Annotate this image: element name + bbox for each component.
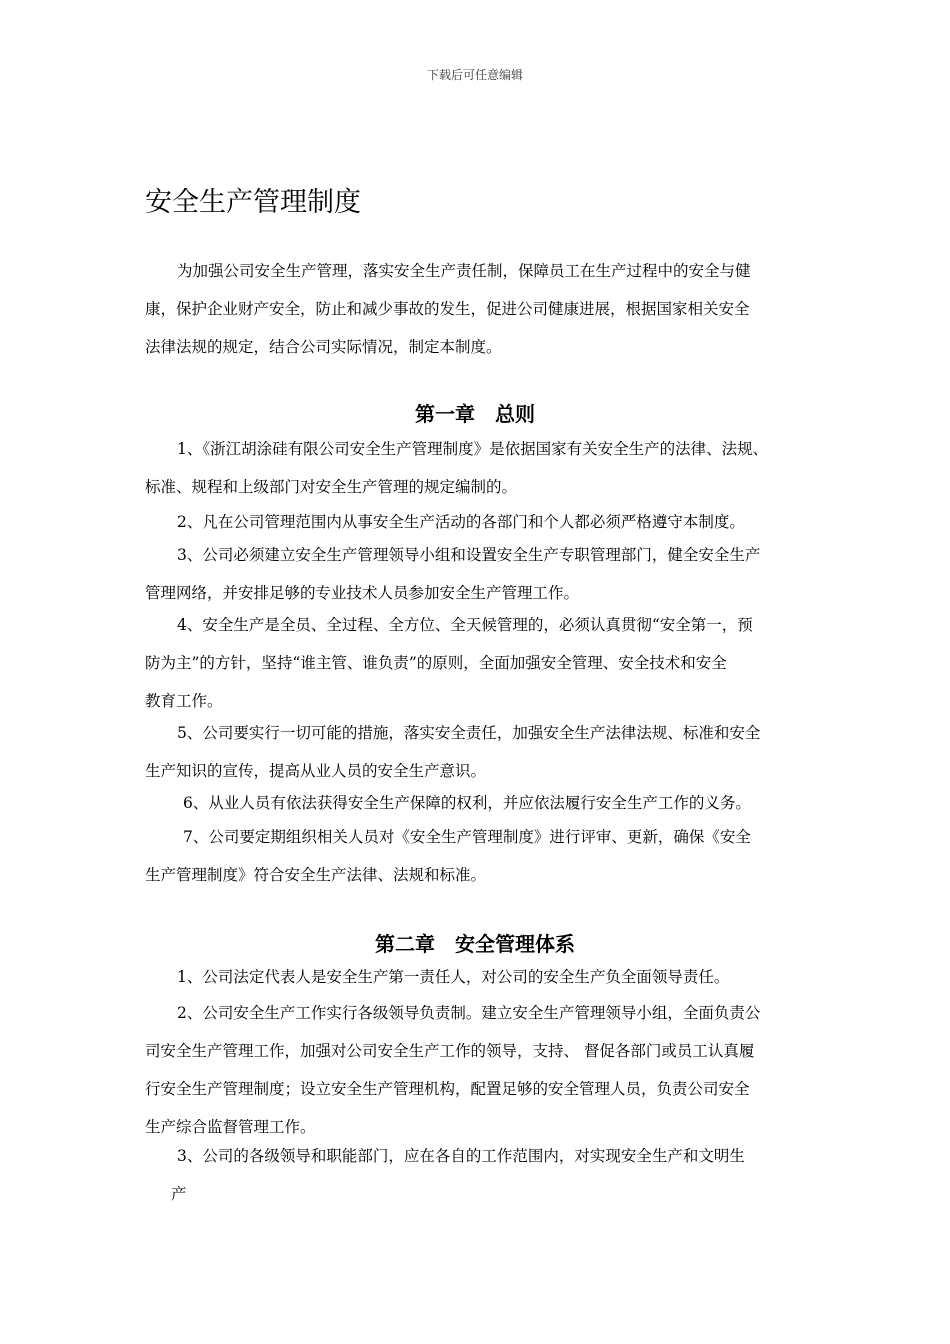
item-line: 标准、规程和上级部门对安全生产管理的规定编制的。 xyxy=(145,478,518,496)
item-line: 3、公司的各级领导和职能部门，应在各自的工作范围内，对实现安全生产和文明生 xyxy=(177,1147,745,1165)
item-line: 生产综合监督管理工作。 xyxy=(145,1118,316,1136)
header-note: 下载后可任意编辑 xyxy=(426,68,523,82)
chapter-1-item-6 xyxy=(145,784,820,822)
item-line: 2、公司安全生产工作实行各级领导负责制。建立安全生产管理领导小组，全面负责公 xyxy=(177,1004,761,1022)
intro-line: 为加强公司安全生产管理，落实安全生产责任制，保障员工在生产过程中的安全与健 xyxy=(177,262,751,280)
item-line: 2、凡在公司管理范围内从事安全生产活动的各部门和个人都必须严格遵守本制度。 xyxy=(177,513,745,531)
intro-paragraph xyxy=(145,252,820,366)
chapter-2-item-3 xyxy=(145,1137,820,1213)
item-line: 4、安全生产是全员、全过程、全方位、全天候管理的，必须认真贯彻“安全第一，预 xyxy=(177,616,753,634)
document-title: 安全生产管理制度 xyxy=(145,187,361,218)
intro-line: 法律法规的规定，结合公司实际情况，制定本制度。 xyxy=(145,338,502,356)
chapter-1-heading: 第一章 总则 xyxy=(415,402,535,426)
item-line: 生产管理制度》符合安全生产法律、法规和标准。 xyxy=(145,866,487,884)
item-line: 1、《浙江胡涂硅有限公司安全生产管理制度》是依据国家有关安全生产的法律、法规、 xyxy=(177,440,769,458)
intro-line: 康，保护企业财产安全，防止和减少事故的发生，促进公司健康进展，根据国家相关安全 xyxy=(145,300,750,318)
item-line: 行安全生产管理制度；设立安全生产管理机构，配置足够的安全管理人员，负责公司安全 xyxy=(145,1080,750,1098)
item-line: 产 xyxy=(171,1185,187,1203)
item-line: 管理网络，并安排足够的专业技术人员参加安全生产管理工作。 xyxy=(145,584,580,602)
item-line: 生产知识的宣传，提高从业人员的安全生产意识。 xyxy=(145,762,487,780)
item-line: 教育工作。 xyxy=(145,692,223,710)
item-line: 7、公司要定期组织相关人员对《安全生产管理制度》进行评审、更新，确保《安全 xyxy=(183,828,751,846)
chapter-2-item-2 xyxy=(145,994,820,1146)
item-line: 司安全生产管理工作，加强对公司安全生产工作的领导，支持、 督促各部门或员工认真履 xyxy=(145,1042,755,1060)
item-line: 1、公司法定代表人是安全生产第一责任人，对公司的安全生产负全面领导责任。 xyxy=(177,968,730,986)
chapter-2-heading: 第二章 安全管理体系 xyxy=(375,932,575,956)
chapter-1-item-4 xyxy=(145,606,820,720)
item-line: 3、公司必须建立安全生产管理领导小组和设置安全生产专职管理部门，健全安全生产 xyxy=(177,546,761,564)
item-line: 6、从业人员有依法获得安全生产保障的权利，并应依法履行安全生产工作的义务。 xyxy=(183,794,751,812)
item-line: 防为主”的方针，坚持“谁主管、谁负责”的原则，全面加强安全管理、安全技术和安全 xyxy=(145,654,727,672)
chapter-1-item-3 xyxy=(145,536,820,612)
chapter-1-item-5 xyxy=(145,714,820,790)
chapter-1-item-1 xyxy=(145,430,820,506)
chapter-1-item-7 xyxy=(145,818,820,894)
item-line: 5、公司要实行一切可能的措施，落实安全责任，加强安全生产法律法规、标准和安全 xyxy=(177,724,761,742)
chapter-2-item-1 xyxy=(145,958,820,996)
